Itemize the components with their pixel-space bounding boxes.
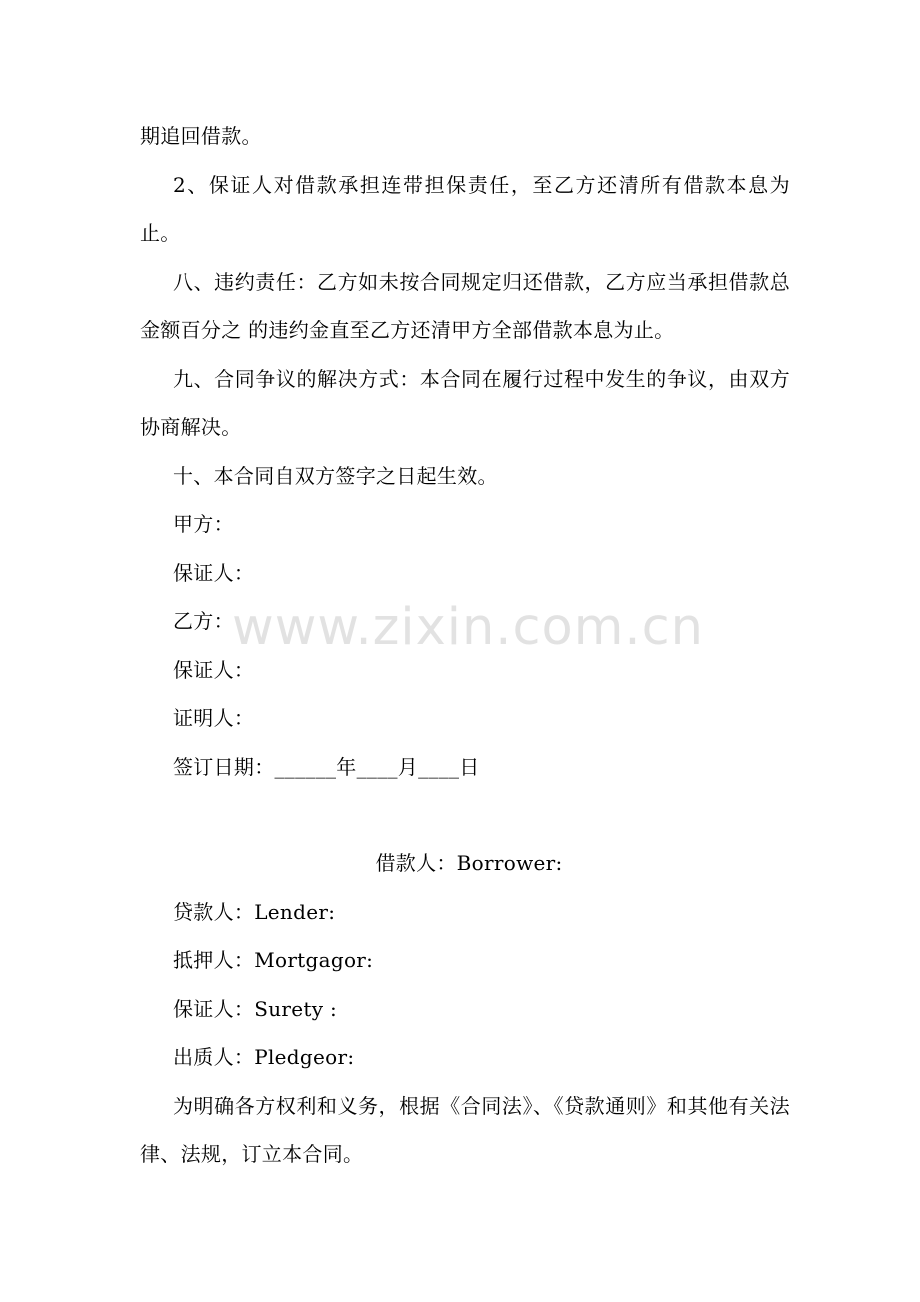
clause-8-breach-liability: 八、违约责任：乙方如未按合同规定归还借款，乙方应当承担借款总金额百分之 的违约金直至乙方还清甲方全部借款本息为止。 [140,269,790,342]
pledgeor-line: 出质人：Pledgeor: [173,1045,355,1069]
surety-line: 保证人：Surety : [173,996,338,1021]
preamble-paragraph: 为明确各方权利和义务，根据《合同法》、《贷款通则》和其他有关法律、法规，订立本合同。 [140,1093,790,1166]
signature-witness: 证明人： [173,706,255,730]
signature-guarantor-2: 保证人： [173,657,255,682]
signature-party-a: 甲方： [173,512,234,536]
signature-guarantor-1: 保证人： [173,560,255,585]
clause-10-effective: 十、本合同自双方签字之日起生效。 [173,463,498,488]
mortgagor-line: 抵押人：Mortgagor: [173,948,374,972]
paragraph-continuation: 期追回借款。 [140,124,262,148]
borrower-line: 借款人：Borrower: [375,851,563,875]
watermark-text: www.zixin.com.cn [232,598,704,657]
clause-9-dispute-resolution: 九、合同争议的解决方式：本合同在履行过程中发生的争议，由双方协商解决。 [140,366,790,439]
signature-party-b: 乙方： [173,609,234,633]
clause-2-guarantor-liability: 2、保证人对借款承担连带担保责任，至乙方还清所有借款本息为止。 [140,172,790,245]
section-spacer [140,791,790,839]
lender-line: 贷款人：Lender: [173,899,336,924]
signing-date: 签订日期：______年____月____日 [173,754,480,779]
